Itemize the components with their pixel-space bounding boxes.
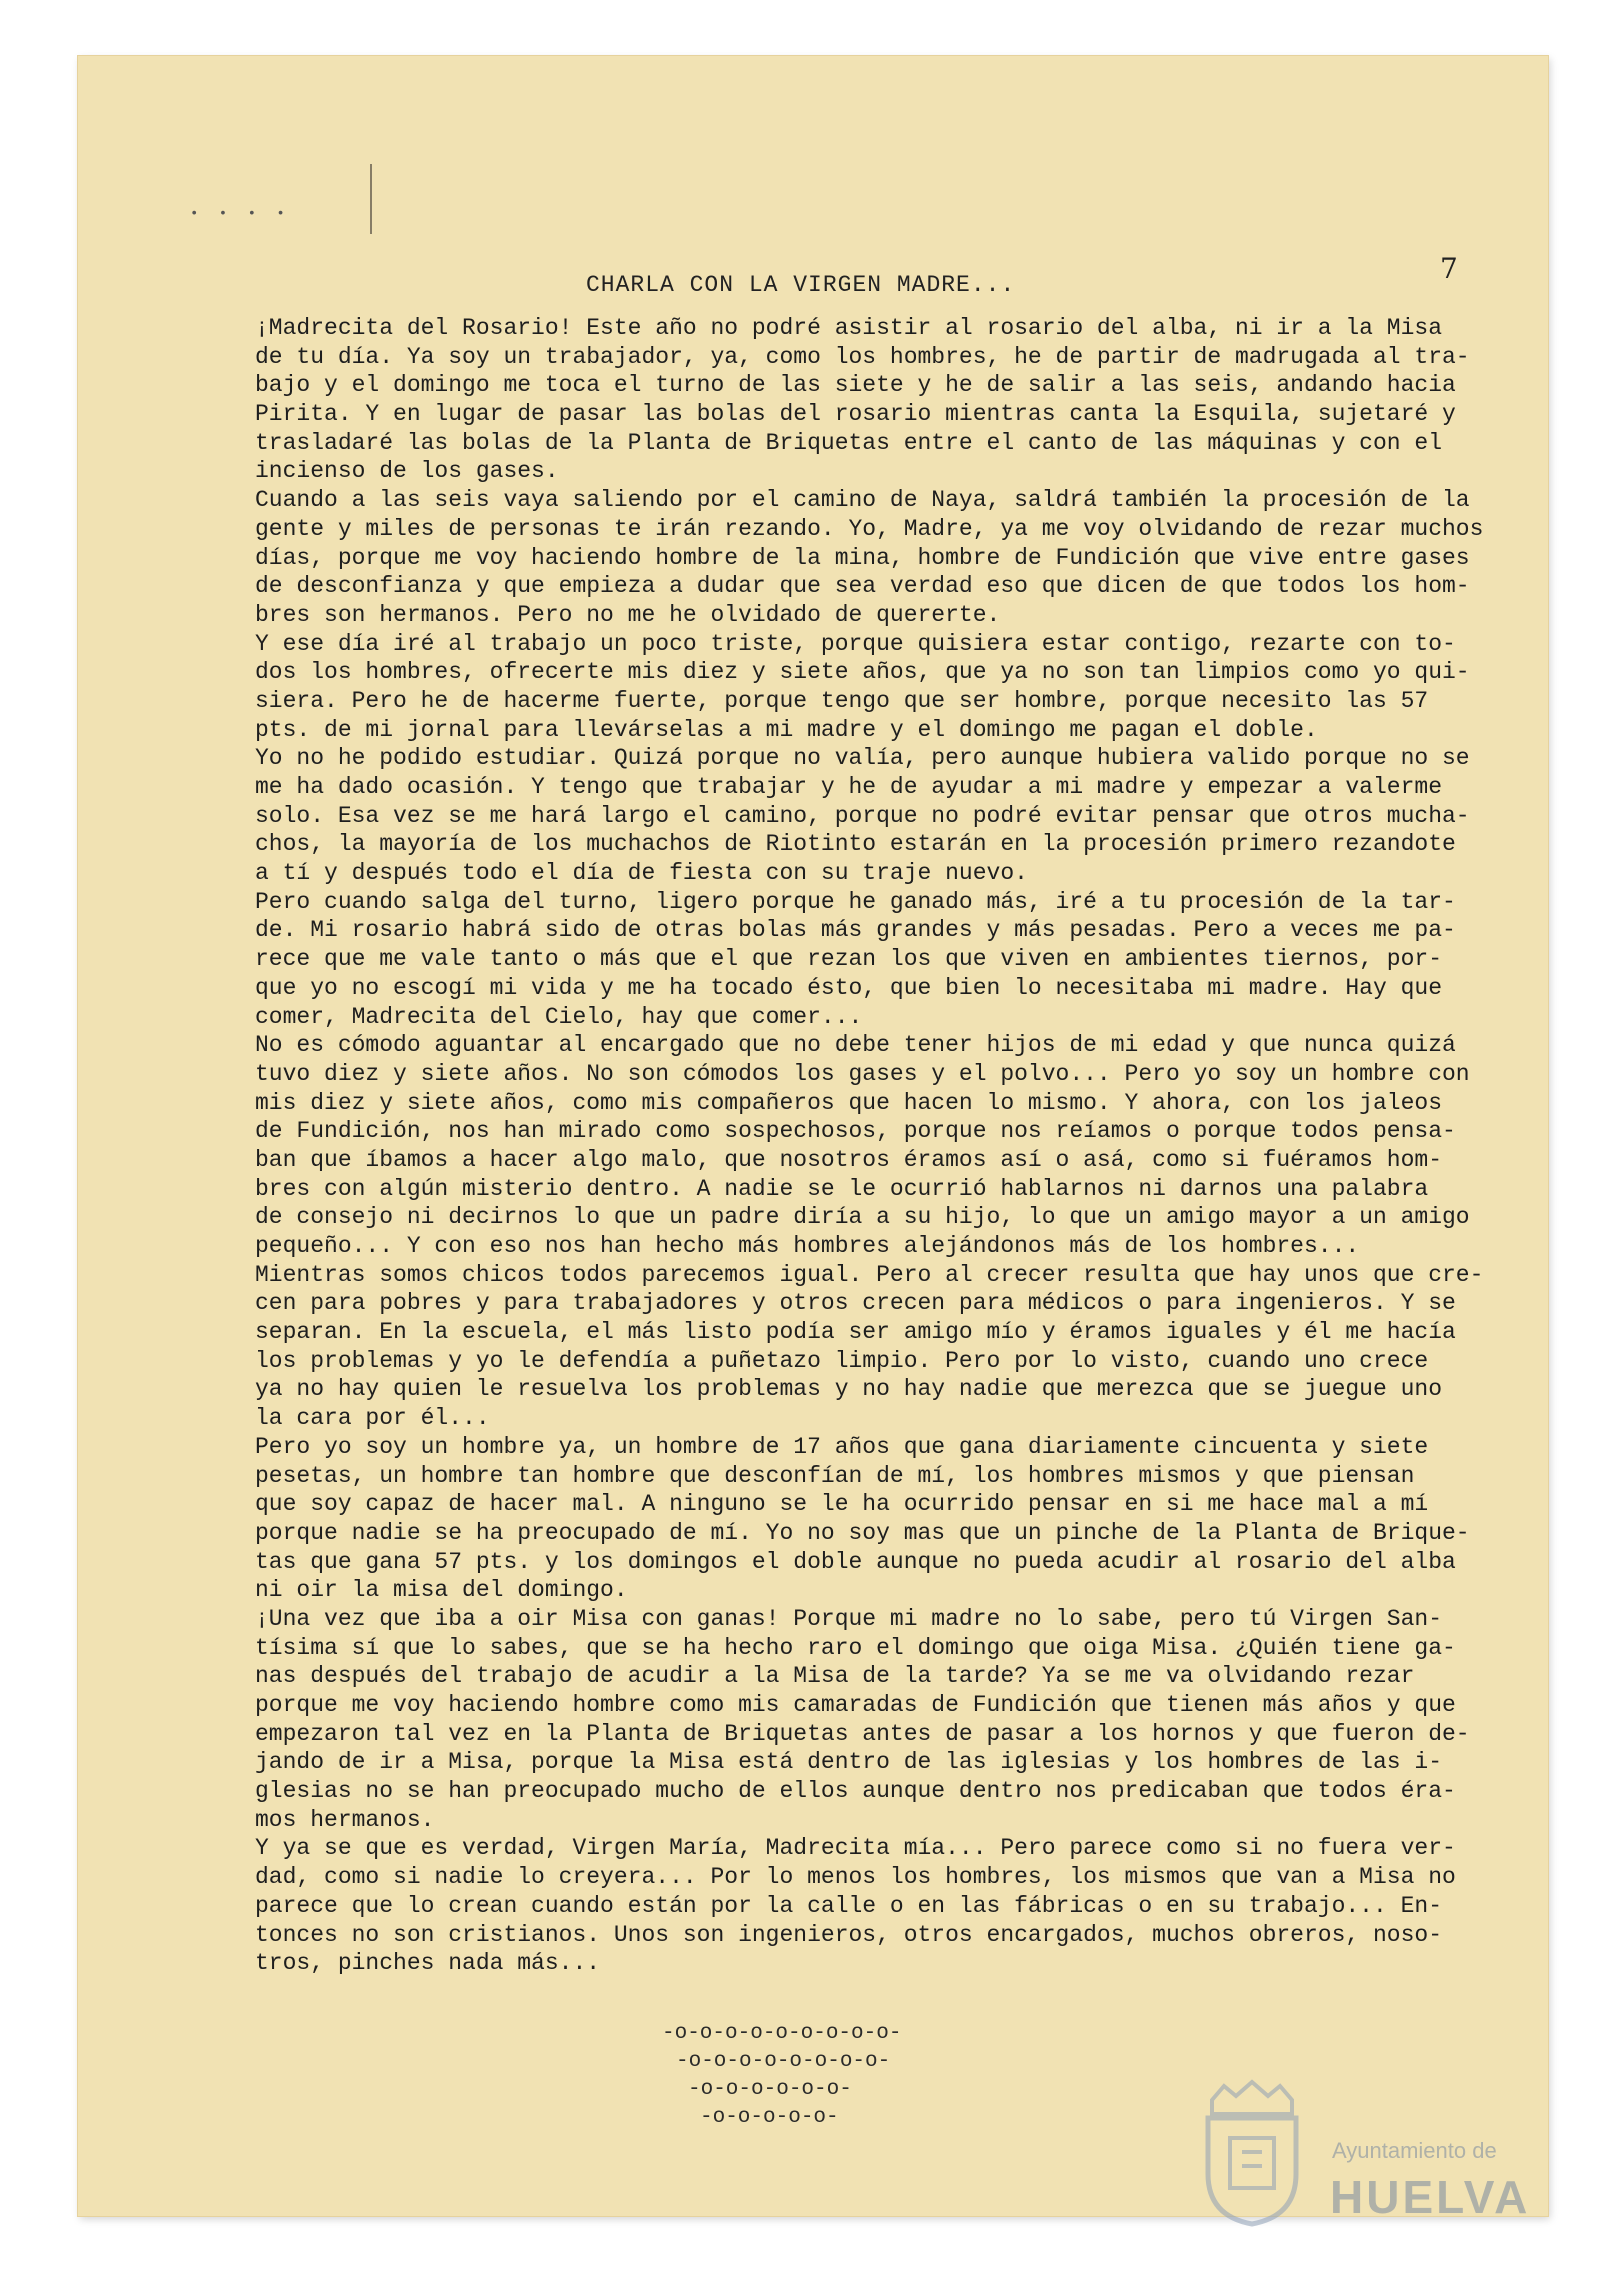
huelva-watermark-logo [1192, 2068, 1532, 2248]
text-line: solo. Esa vez se me hará largo el camino, porque no podré evitar pensar que otros mucha- [255, 802, 1470, 829]
text-line: Pirita. Y en lugar de pasar las bolas del rosario mientras canta la Esquila, sujetaré y [255, 401, 1456, 428]
text-line: empezaron tal vez en la Planta de Briquetas antes de pasar a los hornos y que fueron de- [255, 1720, 1470, 1747]
binder-line [370, 164, 372, 234]
text-line: tas que gana 57 pts. y los domingos el doble aunque no pueda acudir al rosario del alba [255, 1548, 1456, 1575]
text-line: bres con algún misterio dentro. A nadie se le ocurrió hablarnos ni darnos una palabra [255, 1175, 1429, 1202]
watermark-line1: Ayuntamiento de [1332, 2138, 1497, 2163]
text-line: que yo no escogí mi vida y me ha tocado ésto, que bien lo necesitaba mi madre. Hay que [255, 974, 1442, 1001]
text-line: bajo y el domingo me toca el turno de las siete y he de salir a las seis, andando hacia [255, 372, 1456, 399]
page-number: 7 [1440, 252, 1458, 285]
text-line: ban que íbamos a hacer algo malo, que nosotros éramos así o asá, como si fuéramos hom- [255, 1146, 1442, 1173]
divider-line: -o-o-o-o-o-o- [688, 2078, 852, 2101]
text-line: pesetas, un hombre tan hombre que desconfían de mí, los hombres mismos y que piensan [255, 1462, 1415, 1489]
divider-line: -o-o-o-o-o- [700, 2106, 839, 2129]
text-line: de consejo ni decirnos lo que un padre diría a su hijo, lo que un amigo mayor a un amigo [255, 1204, 1470, 1231]
text-line: tuvo diez y siete años. No son cómodos los gases y el polvo... Pero yo soy un hombre con [255, 1060, 1470, 1087]
text-line: Y ese día iré al trabajo un poco triste, porque quisiera estar contigo, rezarte con to- [255, 630, 1456, 657]
text-line: Cuando a las seis vaya saliendo por el camino de Naya, saldrá también la procesión de la [255, 487, 1470, 514]
coat-of-arms-icon [1192, 2078, 1312, 2228]
text-line: mos hermanos. [255, 1806, 435, 1833]
text-line: No es cómodo aguantar al encargado que no debe tener hijos de mi edad y que nunca quizá [255, 1032, 1456, 1059]
text-line: Y ya se que es verdad, Virgen María, Madrecita mía... Pero parece como si no fuera ver- [255, 1835, 1456, 1862]
divider-line: -o-o-o-o-o-o-o-o-o- [662, 2022, 902, 2045]
divider-line: -o-o-o-o-o-o-o-o- [676, 2050, 891, 2073]
text-line: dos los hombres, ofrecerte mis diez y siete años, que ya no son tan limpios como yo qui- [255, 659, 1470, 686]
text-line: comer, Madrecita del Cielo, hay que comer... [255, 1003, 863, 1030]
text-line: Mientras somos chicos todos parecemos igual. Pero al crecer resulta que hay unos que cre- [255, 1261, 1484, 1288]
document-page [78, 56, 1548, 2216]
text-line: jando de ir a Misa, porque la Misa está dentro de las iglesias y los hombres de las i- [255, 1749, 1442, 1776]
text-line: siera. Pero he de hacerme fuerte, porque tengo que ser hombre, porque necesito las 57 [255, 687, 1429, 714]
text-line: separan. En la escuela, el más listo podía ser amigo mío y éramos iguales y él me hacía [255, 1319, 1456, 1346]
text-line: nas después del trabajo de acudir a la Misa de la tarde? Ya se me va olvidando rezar [255, 1663, 1415, 1690]
text-line: que soy capaz de hacer mal. A ninguno se le ha ocurrido pensar en si me hace mal a mí [255, 1491, 1429, 1518]
page-title: CHARLA CON LA VIRGEN MADRE... [586, 272, 1016, 298]
text-line: parece que lo crean cuando están por la calle o en las fábricas o en su trabajo... En- [255, 1892, 1442, 1919]
text-line: ya no hay quien le resuelva los problemas y no hay nadie que merezca que se juegue uno [255, 1376, 1442, 1403]
text-line: pequeño... Y con eso nos han hecho más hombres alejándonos más de los hombres... [255, 1233, 1360, 1259]
text-line: pts. de mi jornal para llevárselas a mi madre y el domingo me pagan el doble. [255, 716, 1318, 743]
text-line: tísima sí que lo sabes, que se ha hecho raro el domingo que oiga Misa. ¿Quién tiene ga- [255, 1634, 1456, 1661]
text-line: de Fundición, nos han mirado como sospechosos, porque nos reíamos o porque todos pensa- [255, 1118, 1456, 1145]
watermark-line2: HUELVA [1330, 2171, 1531, 2223]
text-line: de. Mi rosario habrá sido de otras bolas más grandes y más pesadas. Pero a veces me pa- [255, 917, 1456, 944]
text-line: chos, la mayoría de los muchachos de Riotinto estarán en la procesión primero rezandote [255, 831, 1456, 858]
text-line: ¡Madrecita del Rosario! Este año no podré asistir al rosario del alba, ni ir a la Misa [255, 315, 1442, 341]
text-line: me ha dado ocasión. Y tengo que trabajar y he de ayudar a mi madre y empezar a valerme [255, 774, 1442, 800]
text-line: incienso de los gases. [255, 458, 559, 485]
text-line: gente y miles de personas te irán rezando. Yo, Madre, ya me voy olvidando de rezar muchos [255, 515, 1484, 542]
text-line: porque nadie se ha preocupado de mí. Yo no soy mas que un pinche de la Planta de Brique- [255, 1519, 1470, 1546]
text-line: dad, como si nadie lo creyera... Por lo menos los hombres, los mismos que van a Misa no [255, 1864, 1456, 1891]
text-line: ni oir la misa del domingo. [255, 1577, 628, 1604]
text-line: ¡Una vez que iba a oir Misa con ganas! Porque mi madre no lo sabe, pero tú Virgen San- [255, 1605, 1442, 1632]
text-line: tonces no son cristianos. Unos son ingenieros, otros encargados, muchos obreros, noso- [255, 1921, 1442, 1948]
text-line: de tu día. Ya soy un trabajador, ya, como los hombres, he de partir de madrugada al tra- [255, 343, 1470, 370]
text-line: glesias no se han preocupado mucho de ellos aunque dentro nos predicaban que todos éra- [255, 1778, 1456, 1805]
body-text [255, 314, 1545, 1978]
text-line: días, porque me voy haciendo hombre de la mina, hombre de Fundición que vive entre gases [255, 544, 1470, 571]
text-line: bres son hermanos. Pero no me he olvidado de quererte. [255, 601, 1001, 628]
text-line: rece que me vale tanto o más que el que rezan los que viven en ambientes tiernos, por- [255, 946, 1442, 973]
text-line: Pero yo soy un hombre ya, un hombre de 17 años que gana diariamente cincuenta y siete [255, 1433, 1429, 1460]
text-line: de desconfianza y que empieza a dudar que sea verdad eso que dicen de que todos los hom- [255, 573, 1470, 600]
text-line: los problemas y yo le defendía a puñetazo limpio. Pero por lo visto, cuando uno crece [255, 1347, 1429, 1374]
text-line: cen para pobres y para trabajadores y otros crecen para médicos o para ingenieros. Y se [255, 1290, 1456, 1317]
text-line: Pero cuando salga del turno, ligero porque he ganado más, iré a tu procesión de la tar- [255, 888, 1456, 915]
text-line: Yo no he podido estudiar. Quizá porque no valía, pero aunque hubiera valido porque no se [255, 745, 1470, 772]
binder-marks: • • • • [190, 206, 291, 222]
text-line: a tí y después todo el día de fiesta con su traje nuevo. [255, 860, 1028, 887]
text-line: porque me voy haciendo hombre como mis camaradas de Fundición que tienen más años y que [255, 1692, 1456, 1718]
text-line: la cara por él... [255, 1405, 490, 1432]
text-line: mis diez y siete años, como mis compañeros que hacen lo mismo. Y ahora, con los jaleos [255, 1089, 1442, 1116]
text-line: tros, pinches nada más... [255, 1950, 601, 1977]
text-line: trasladaré las bolas de la Planta de Briquetas entre el canto de las máquinas y con el [255, 429, 1442, 456]
